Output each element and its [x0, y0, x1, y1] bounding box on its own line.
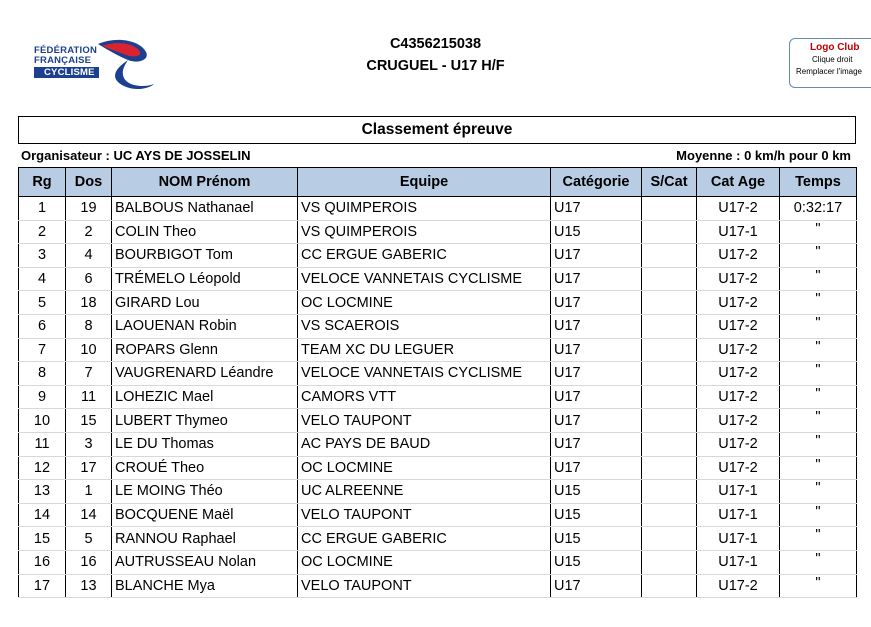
table-row: [19, 244, 857, 268]
col-header-category: Catégorie: [551, 168, 642, 197]
cell-rank: 2: [19, 220, 66, 244]
cell-team: VELO TAUPONT: [298, 574, 551, 598]
cell-name: BOCQUENE Maël: [112, 503, 298, 527]
cell-subcategory: [642, 574, 697, 598]
cell-time: 0:32:17: [780, 197, 857, 221]
cell-team: VELO TAUPONT: [298, 409, 551, 433]
cell-category: U17: [551, 385, 642, 409]
cell-time: ": [780, 456, 857, 480]
cell-rank: 13: [19, 480, 66, 504]
cell-bib: 3: [66, 432, 112, 456]
cell-subcategory: [642, 550, 697, 574]
cell-rank: 17: [19, 574, 66, 598]
results-table: [18, 167, 857, 598]
cell-category: U17: [551, 409, 642, 433]
table-row: [19, 385, 857, 409]
table-row: [19, 197, 857, 221]
cell-team: OC LOCMINE: [298, 456, 551, 480]
cell-rank: 12: [19, 456, 66, 480]
cell-bib: 19: [66, 197, 112, 221]
cell-category: U17: [551, 338, 642, 362]
cell-subcategory: [642, 480, 697, 504]
col-header-bib: Dos: [66, 168, 112, 197]
cell-bib: 7: [66, 362, 112, 386]
cell-age-category: U17-2: [697, 432, 780, 456]
col-header-name: NOM Prénom: [112, 168, 298, 197]
cell-time: ": [780, 480, 857, 504]
cell-age-category: U17-1: [697, 527, 780, 551]
cell-rank: 15: [19, 527, 66, 551]
cell-team: UC ALREENNE: [298, 480, 551, 504]
cell-subcategory: [642, 314, 697, 338]
cell-category: U17: [551, 362, 642, 386]
cell-time: ": [780, 362, 857, 386]
club-logo-title: Logo Club: [810, 42, 860, 53]
cell-age-category: U17-1: [697, 480, 780, 504]
cell-category: U17: [551, 291, 642, 315]
cell-category: U15: [551, 527, 642, 551]
cell-age-category: U17-2: [697, 409, 780, 433]
cell-category: U17: [551, 314, 642, 338]
cell-time: ": [780, 314, 857, 338]
results-body: [19, 197, 857, 598]
cell-age-category: U17-2: [697, 385, 780, 409]
cell-team: OC LOCMINE: [298, 291, 551, 315]
cell-rank: 11: [19, 432, 66, 456]
table-row: [19, 456, 857, 480]
table-row: [19, 291, 857, 315]
table-row: [19, 409, 857, 433]
cell-name: CROUÉ Theo: [112, 456, 298, 480]
cell-team: VELOCE VANNETAIS CYCLISME: [298, 362, 551, 386]
cell-category: U17: [551, 432, 642, 456]
cell-name: COLIN Theo: [112, 220, 298, 244]
cell-name: TRÉMELO Léopold: [112, 267, 298, 291]
table-row: [19, 267, 857, 291]
cell-category: U15: [551, 550, 642, 574]
table-row: [19, 220, 857, 244]
cell-rank: 5: [19, 291, 66, 315]
cell-subcategory: [642, 385, 697, 409]
cell-subcategory: [642, 338, 697, 362]
race-title: CRUGUEL - U17 H/F: [366, 58, 505, 74]
col-header-time: Temps: [780, 168, 857, 197]
cell-rank: 10: [19, 409, 66, 433]
table-row: [19, 527, 857, 551]
table-row: [19, 362, 857, 386]
cell-team: VELO TAUPONT: [298, 503, 551, 527]
table-row: [19, 550, 857, 574]
cell-bib: 8: [66, 314, 112, 338]
col-header-subcategory: S/Cat: [642, 168, 697, 197]
cell-bib: 11: [66, 385, 112, 409]
cell-subcategory: [642, 197, 697, 221]
cell-bib: 17: [66, 456, 112, 480]
cell-bib: 2: [66, 220, 112, 244]
col-header-team: Equipe: [298, 168, 551, 197]
cell-time: ": [780, 503, 857, 527]
cell-age-category: U17-2: [697, 338, 780, 362]
cell-age-category: U17-2: [697, 574, 780, 598]
cell-name: BALBOUS Nathanael: [112, 197, 298, 221]
table-header-row: [19, 168, 857, 197]
cell-rank: 4: [19, 267, 66, 291]
cell-age-category: U17-1: [697, 503, 780, 527]
cell-name: ROPARS Glenn: [112, 338, 298, 362]
cell-subcategory: [642, 503, 697, 527]
cell-age-category: U17-2: [697, 456, 780, 480]
ffc-logo-line2: FRANÇAISE: [34, 55, 92, 66]
average-speed-label: Moyenne : 0 km/h pour 0 km: [676, 148, 851, 163]
cell-team: AC PAYS DE BAUD: [298, 432, 551, 456]
ffc-logo-line3: CYCLISME: [34, 67, 99, 78]
cell-subcategory: [642, 456, 697, 480]
table-row: [19, 480, 857, 504]
cell-name: AUTRUSSEAU Nolan: [112, 550, 298, 574]
cell-name: LAOUENAN Robin: [112, 314, 298, 338]
cell-team: OC LOCMINE: [298, 550, 551, 574]
cell-rank: 6: [19, 314, 66, 338]
cell-name: RANNOU Raphael: [112, 527, 298, 551]
cell-age-category: U17-2: [697, 314, 780, 338]
club-logo-hint1: Clique droit: [812, 55, 853, 64]
cell-category: U17: [551, 267, 642, 291]
cell-bib: 13: [66, 574, 112, 598]
cell-bib: 16: [66, 550, 112, 574]
cell-team: VELOCE VANNETAIS CYCLISME: [298, 267, 551, 291]
cell-category: U17: [551, 244, 642, 268]
cell-subcategory: [642, 291, 697, 315]
cell-time: ": [780, 338, 857, 362]
cell-time: ": [780, 550, 857, 574]
cell-subcategory: [642, 244, 697, 268]
cell-team: CC ERGUE GABERIC: [298, 527, 551, 551]
cell-time: ": [780, 291, 857, 315]
cell-name: LE MOING Théo: [112, 480, 298, 504]
cell-name: VAUGRENARD Léandre: [112, 362, 298, 386]
ffc-logo-line1: FÉDÉRATION: [34, 45, 98, 56]
col-header-rank: Rg: [19, 168, 66, 197]
cell-category: U17: [551, 574, 642, 598]
cell-rank: 7: [19, 338, 66, 362]
cell-bib: 6: [66, 267, 112, 291]
cell-category: U15: [551, 503, 642, 527]
cell-team: TEAM XC DU LEGUER: [298, 338, 551, 362]
cell-time: ": [780, 220, 857, 244]
organizer-label: Organisateur : UC AYS DE JOSSELIN: [21, 148, 251, 163]
cell-age-category: U17-2: [697, 291, 780, 315]
cell-category: U15: [551, 480, 642, 504]
table-row: [19, 314, 857, 338]
cell-team: VS QUIMPEROIS: [298, 220, 551, 244]
cell-team: CAMORS VTT: [298, 385, 551, 409]
cell-time: ": [780, 409, 857, 433]
cell-rank: 14: [19, 503, 66, 527]
cell-name: LE DU Thomas: [112, 432, 298, 456]
cell-name: BOURBIGOT Tom: [112, 244, 298, 268]
cell-name: BLANCHE Mya: [112, 574, 298, 598]
cell-age-category: U17-2: [697, 244, 780, 268]
cell-bib: 14: [66, 503, 112, 527]
cell-rank: 8: [19, 362, 66, 386]
club-logo-placeholder[interactable]: [789, 38, 871, 88]
cell-time: ": [780, 244, 857, 268]
cell-age-category: U17-2: [697, 267, 780, 291]
cell-bib: 4: [66, 244, 112, 268]
cell-subcategory: [642, 432, 697, 456]
cell-bib: 18: [66, 291, 112, 315]
cell-time: ": [780, 267, 857, 291]
table-row: [19, 338, 857, 362]
cell-bib: 5: [66, 527, 112, 551]
cell-age-category: U17-1: [697, 550, 780, 574]
cell-time: ": [780, 574, 857, 598]
club-logo-hint2: Remplacer l'image: [796, 67, 862, 76]
cell-rank: 9: [19, 385, 66, 409]
table-row: [19, 574, 857, 598]
cell-subcategory: [642, 220, 697, 244]
cell-subcategory: [642, 267, 697, 291]
cell-subcategory: [642, 527, 697, 551]
cell-category: U15: [551, 220, 642, 244]
cell-bib: 15: [66, 409, 112, 433]
cell-rank: 16: [19, 550, 66, 574]
cell-age-category: U17-2: [697, 197, 780, 221]
cell-age-category: U17-2: [697, 362, 780, 386]
cell-category: U17: [551, 456, 642, 480]
cell-bib: 10: [66, 338, 112, 362]
cell-rank: 1: [19, 197, 66, 221]
cell-time: ": [780, 527, 857, 551]
cell-name: LOHEZIC Mael: [112, 385, 298, 409]
table-row: [19, 503, 857, 527]
cell-age-category: U17-1: [697, 220, 780, 244]
cell-time: ": [780, 385, 857, 409]
race-code: C4356215038: [389, 36, 482, 52]
cell-subcategory: [642, 362, 697, 386]
cell-subcategory: [642, 409, 697, 433]
cell-category: U17: [551, 197, 642, 221]
cell-team: VS SCAEROIS: [298, 314, 551, 338]
table-row: [19, 432, 857, 456]
cell-name: GIRARD Lou: [112, 291, 298, 315]
cell-time: ": [780, 432, 857, 456]
cell-team: CC ERGUE GABERIC: [298, 244, 551, 268]
cell-rank: 3: [19, 244, 66, 268]
ranking-banner: Classement épreuve: [18, 116, 856, 144]
cell-name: LUBERT Thymeo: [112, 409, 298, 433]
cell-team: VS QUIMPEROIS: [298, 197, 551, 221]
cell-bib: 1: [66, 480, 112, 504]
col-header-age-category: Cat Age: [697, 168, 780, 197]
